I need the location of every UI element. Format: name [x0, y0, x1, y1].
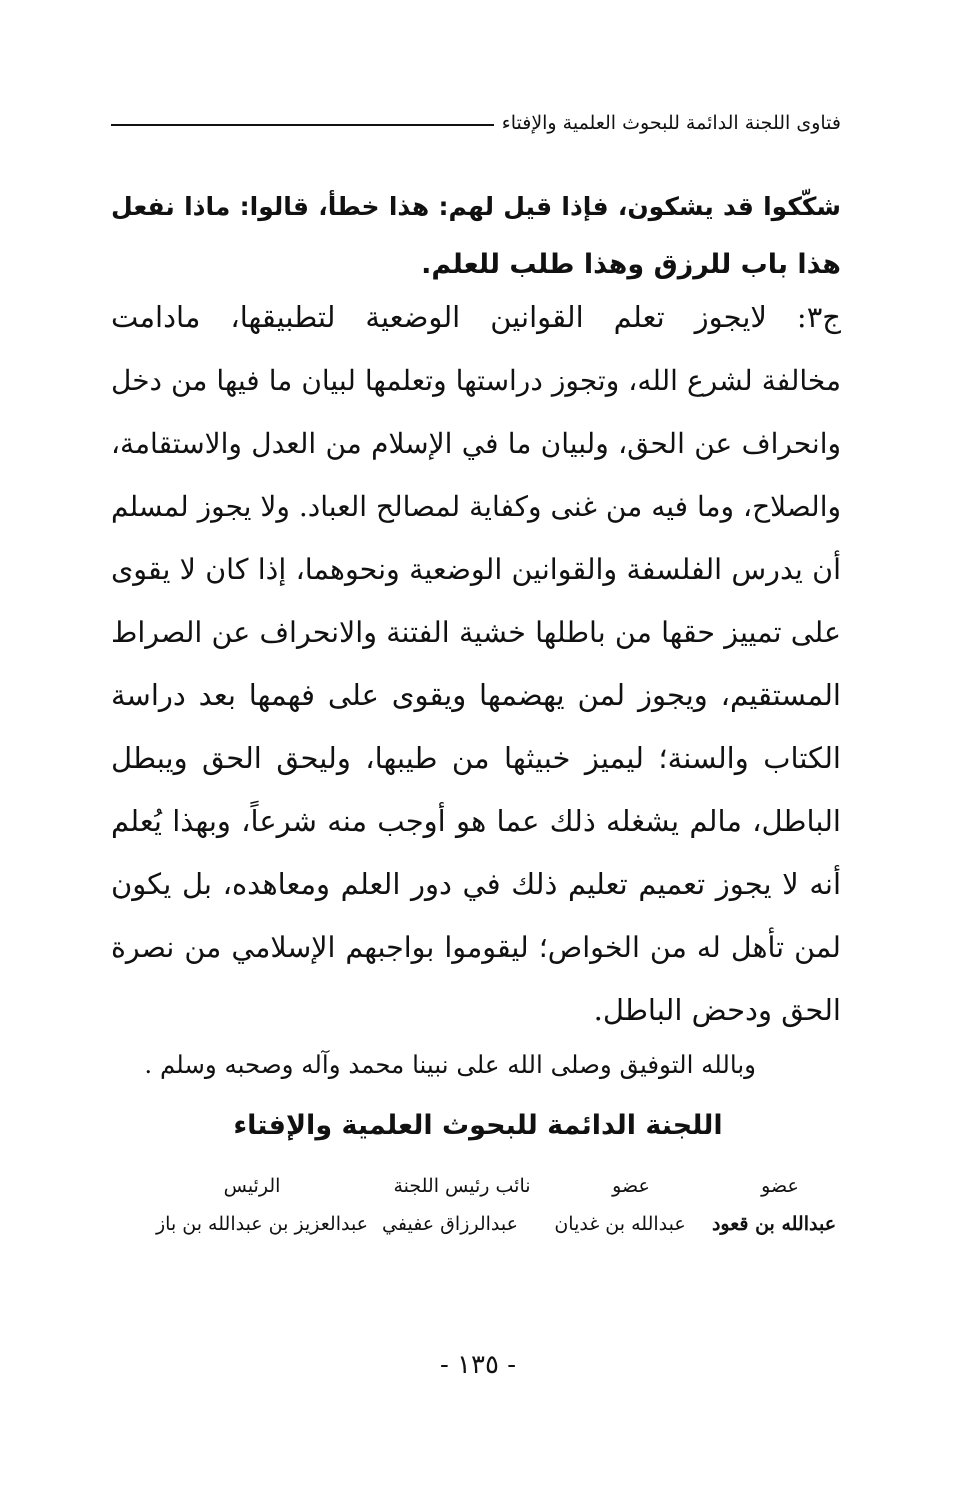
closing-prayer: وبالله التوفيق وصلى الله على نبينا محمد وآله وصحبه وسلم . — [144, 1050, 756, 1079]
body-line: وانحراف عن الحق، ولبيان ما في الإسلام من العدل والاستقامة، — [111, 427, 841, 460]
body-line: الباطل، مالم يشغله ذلك عما هو أوجب منه شرعاً، وبهذا يُعلم — [111, 804, 841, 838]
bold-question-end — [111, 178, 841, 294]
signatory-names — [0, 1213, 956, 1243]
signatory-titles — [0, 1175, 956, 1205]
body-line: المستقيم، ويجوز لمن يهضمها ويقوى على فهمها بعد دراسة — [111, 678, 841, 712]
committee-name: اللجنة الدائمة للبحوث العلمية والإفتاء — [233, 1110, 723, 1141]
bold-line: هذا باب للرزق وهذا طلب للعلم. — [421, 249, 841, 280]
body-line: ج٣: لايجوز تعلم القوانين الوضعية لتطبيقها، مادامت — [111, 300, 841, 334]
running-header — [111, 112, 841, 134]
running-title: فتاوى اللجنة الدائمة للبحوث العلمية والإفتاء — [501, 112, 841, 134]
body-line: على تمييز حقها من باطلها خشية الفتنة والانحراف عن الصراط — [111, 616, 841, 649]
body-line: الحق ودحض الباطل. — [593, 993, 841, 1027]
bold-line: شكّكوا قد يشكون، فإذا قيل لهم: هذا خطأ، قالوا: ماذا نفعل — [111, 192, 841, 221]
header-rule — [111, 124, 494, 126]
answer-body — [111, 286, 841, 1042]
signatory-name: عبدالله بن غديان — [554, 1213, 686, 1235]
signatory-title: الرئيس — [223, 1175, 281, 1197]
signatory-title: نائب رئيس اللجنة — [393, 1175, 531, 1197]
body-line: أن يدرس الفلسفة والقوانين الوضعية ونحوهما، إذا كان لا يقوى — [111, 553, 841, 586]
signatory-name: عبدالله بن قعود — [711, 1213, 837, 1235]
body-line: أنه لا يجوز تعميم تعليم ذلك في دور العلم ومعاهده، بل يكون — [111, 867, 841, 901]
signatory-title: عضو — [612, 1175, 650, 1197]
body-line: والصلاح، وما فيه من غنى وكفاية لمصالح العباد. ولا يجوز لمسلم — [111, 490, 841, 523]
signatory-title: عضو — [761, 1175, 799, 1197]
body-line: الكتاب والسنة؛ ليميز خبيثها من طيبها، وليحق الحق ويبطل — [111, 741, 841, 775]
page-number: - ١٣٥ - — [439, 1350, 517, 1380]
body-line: مخالفة لشرع الله، وتجوز دراستها وتعلمها لبيان ما فيها من دخل — [111, 364, 841, 397]
body-line: لمن تأهل له من الخواص؛ ليقوموا بواجبهم الإسلامي من نصرة — [111, 931, 841, 964]
signatory-name: عبدالرزاق عفيفي — [382, 1213, 518, 1235]
signatory-name: عبدالعزيز بن عبدالله بن باز — [155, 1213, 369, 1235]
